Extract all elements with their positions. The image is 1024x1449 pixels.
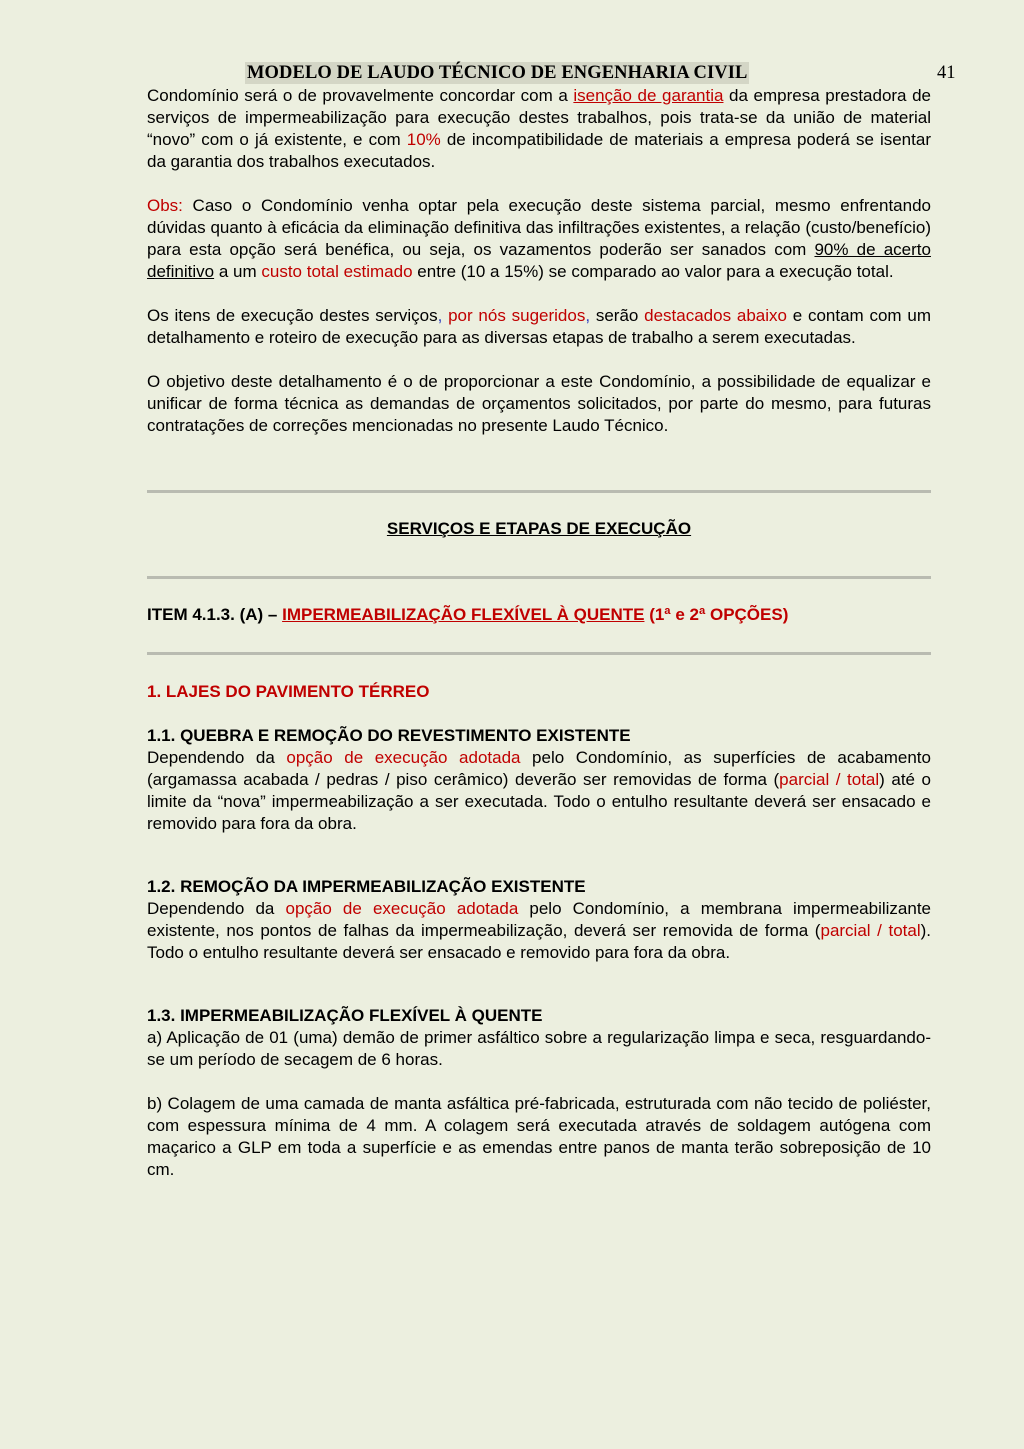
- text: da empresa prestadora de serviços de impermeabilização para execução destes trabalhos, pois trata-se da união de material “novo” com o já existente, e com: [147, 86, 931, 149]
- highlight-option: opção de execução adotada: [285, 899, 519, 918]
- subsection-1-2-body: [147, 898, 931, 964]
- subsection-1-1-body: [147, 747, 931, 835]
- subsection-1-3-step-a: a) Aplicação de 01 (uma) demão de primer asfáltico sobre a regularização limpa e seca, resguardando-se um período de secagem de 6 horas.: [147, 1028, 931, 1069]
- text: Condomínio será o de provavelmente concordar com a: [147, 86, 574, 105]
- highlight-partial-total: parcial / total: [820, 921, 921, 940]
- highlight-estimated-cost: custo total estimado: [261, 262, 413, 281]
- highlight-percent: 10%: [406, 130, 441, 149]
- highlight-option: opção de execução adotada: [286, 748, 521, 767]
- paragraph-objective: O objetivo deste detalhamento é o de proporcionar a este Condomínio, a possibilidade de equalizar e unificar de forma técnica as demandas de orçamentos solicitados, por parte do mesmo, para futuras contratações de correções mencionadas no presente Laudo Técnico.: [147, 372, 931, 435]
- paragraph-obs: [147, 195, 931, 283]
- text: de incompatibilidade de materiais a empresa poderá se isentar da garantia dos trabalhos executados.: [147, 130, 931, 171]
- subsection-1-3-title: 1.3. IMPERMEABILIZAÇÃO FLEXÍVEL À QUENTE: [147, 1006, 543, 1025]
- item-heading: [147, 604, 931, 626]
- highlight-guarantee-exemption: isenção de garantia: [573, 86, 724, 105]
- text: serão: [590, 306, 645, 325]
- item-name: IMPERMEABILIZAÇÃO FLEXÍVEL À QUENTE: [282, 605, 645, 624]
- text: Os itens de execução destes serviços: [147, 306, 438, 325]
- highlight-suggested: por nós sugeridos: [442, 306, 586, 325]
- text: Dependendo da: [147, 748, 287, 767]
- text: e contam com um detalhamento e roteiro de execução para as diversas etapas de trabalho a serem executadas.: [147, 306, 931, 347]
- paragraph-execution-items: [147, 305, 931, 349]
- section-title: SERVIÇOS E ETAPAS DE EXECUÇÃO: [386, 519, 692, 538]
- text: ) até o limite da “nova” impermeabilização a ser executada. Todo o entulho resultante deverá ser ensacado e removido para fora da obra.: [147, 770, 931, 833]
- text: pelo Condomínio, a membrana impermeabilizante existente, nos pontos de falhas da impermeabilização, deverá ser removida de forma (: [147, 899, 932, 940]
- item-options: (1ª e 2ª OPÇÕES): [644, 605, 789, 624]
- highlight-below: destacados abaixo: [644, 306, 787, 325]
- text: ITEM 4.1.3. (A) –: [147, 605, 283, 624]
- text: Caso o Condomínio venha optar pela execução deste sistema parcial, mesmo enfrentando dúvidas quanto à eficácia da eliminação definitiva das infiltrações existentes, a relação (custo/benefício) para esta opção será benéfica, ou seja, os vazamentos poderão ser sanados com: [147, 196, 931, 259]
- page-body: [147, 85, 931, 1181]
- text: a um: [214, 262, 262, 281]
- highlight-accuracy: 90% de acerto definitivo: [147, 240, 931, 281]
- subsection-1-1-title: 1.1. QUEBRA E REMOÇÃO DO REVESTIMENTO EXISTENTE: [147, 726, 631, 745]
- obs-label: Obs:: [147, 196, 183, 215]
- subsection-1-2-title: 1.2. REMOÇÃO DA IMPERMEABILIZAÇÃO EXISTENTE: [147, 877, 586, 896]
- highlight-partial-total: parcial / total: [779, 770, 880, 789]
- page-header-title: MODELO DE LAUDO TÉCNICO DE ENGENHARIA CIVIL: [247, 63, 748, 83]
- page-number: 41: [937, 63, 956, 83]
- text: pelo Condomínio, as superfícies de acabamento (argamassa acabada / pedras / piso cerâmico) deverão ser removidas de forma (: [147, 748, 931, 789]
- subsection-1-3-step-b: b) Colagem de uma camada de manta asfáltica pré-fabricada, estruturada com não tecido de poliéster, com espessura mínima de 4 mm. A colagem será executada através de soldagem autógena com maçarico a GLP em toda a superfície e as emendas entre panos de manta terão sobreposição de 10 cm.: [147, 1094, 931, 1179]
- text: entre (10 a 15%) se comparado ao valor para a execução total.: [412, 262, 894, 281]
- comma: ,: [585, 306, 591, 325]
- text: ). Todo o entulho resultante deverá ser ensacado e removido para fora da obra.: [147, 921, 931, 962]
- comma: ,: [437, 306, 443, 325]
- paragraph-guarantee: [147, 85, 931, 173]
- text: Dependendo da: [147, 899, 286, 918]
- section-1-title: 1. LAJES DO PAVIMENTO TÉRREO: [147, 682, 430, 701]
